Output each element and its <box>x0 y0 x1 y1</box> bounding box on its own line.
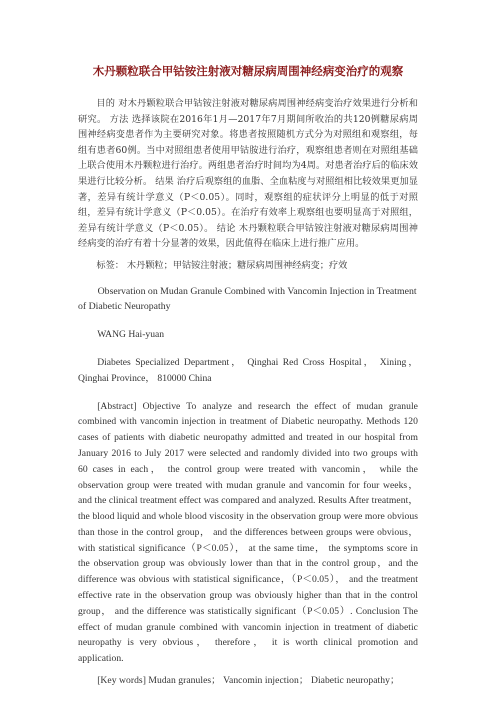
paper-title: 木丹颗粒联合甲钴铵注射液对糖尿病周围神经病变治疗的观察 <box>92 64 404 78</box>
author-name: WANG Hai-yuan <box>97 329 165 341</box>
author-affiliation: Diabetes Specialized Department， Qinghai Red Cross Hospital， Xining，Qinghai Province， 810000 China <box>78 356 418 384</box>
keywords-cn: 标签： 木丹颗粒；甲钴铵注射液；糖尿病周围神经病变；疗效 <box>96 259 348 271</box>
keywords-en: [Key words] Mudan granules； Vancomin injection； Diabetic neuropathy； <box>97 675 400 687</box>
abstract-cn: 目的 对木丹颗粒联合甲钴铵注射液对糖尿病周围神经病变治疗效果进行分析和研究。 方法 选择该院在2016年1月—2017年7月期间所收治的共120例糖尿病周围神经病变患者作为主要研究对象。将患者按照随机方式分为对照组和观察组，每组有患者60例。当中对照组患者使用甲钴胺进行治疗，观察组患者则在对照组基础上联合使用木丹颗粒进行治疗。两组患者治疗时间均为4周。对患者治疗后的临床效果进行比较分析。 结果 治疗后观察组的血脂、全血粘度与对照组相比较效果更加显著，差异有统计学意义（P＜0.05）。同时，观察组的症状评分上明显的低于对照组，差异有统计学意义（P＜0.05）。在治疗有效率上观察组也要明显高于对照组，差异有统计学意义（P＜0.05）。 结论 木丹颗粒联合甲钴铵注射液对糖尿病周围神经病变的治疗有着十分显著的效果，因此值得在临床上进行推广应用。 <box>78 98 418 250</box>
abstract-en: [Abstract] Objective To analyze and research the effect of mudan granule combined with vancomin injection in treatment of Diabetic neuropathy. Methods 120 cases of patients with diabetic neuropathy admitted and treated in our hospital from January 2016 to July 2017 were selected and randomly divided into two groups with 60 cases in each， the control group were treated with vancomin， while the observation group were treated with mudan granule and vancomin for four weeks，and the clinical treatment effect was compared and analyzed. Results After treatment，the blood liquid and whole blood viscosity in the observation group were more obvious than those in the control group， and the differences between groups were obvious， with statistical significance（P＜0.05）， at the same time， the symptoms score in the observation group was obviously lower than that in the control group，and the difference was obvious with statistical significance，（P＜0.05）， and the treatment effective rate in the observation group was obviously higher than that in the control group， and the difference was statistically significant（P＜0.05）. Conclusion The effect of mudan granule combined with vancomin injection in treatment of diabetic neuropathy is very obvious， therefore， it is worth clinical promotion and application. <box>78 400 418 665</box>
english-title: Observation on Mudan Granule Combined with Vancomin Injection in Treatment of Diabetic Neuropathy <box>78 285 417 313</box>
